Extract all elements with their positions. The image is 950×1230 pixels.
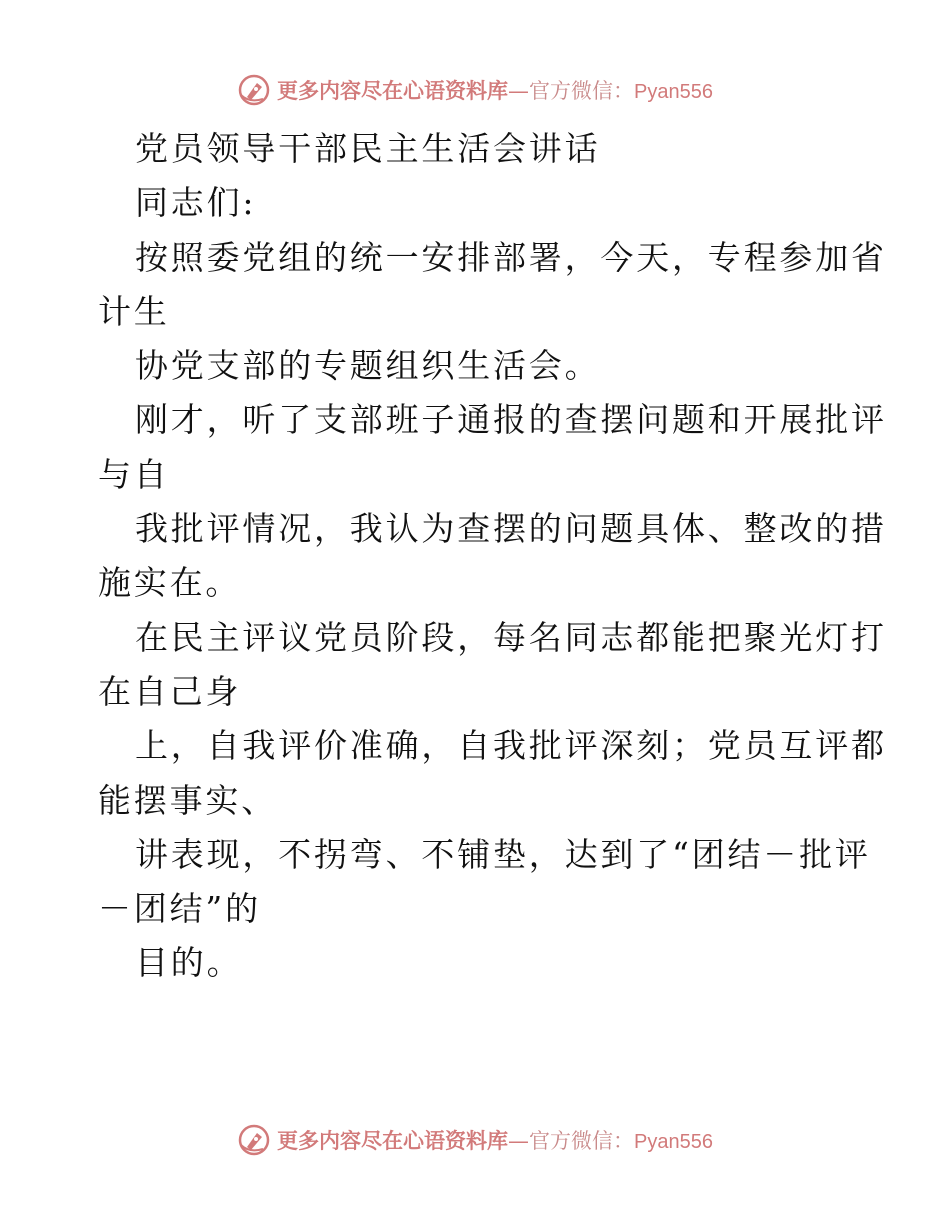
text-line: 与自 — [98, 454, 170, 494]
text-line: 讲表现，不拐弯、不铺垫，达到了“团结－批评 — [135, 834, 871, 874]
pen-nib-logo-icon — [237, 1123, 271, 1157]
text-line: 协党支部的专题组织生活会。 — [135, 346, 601, 386]
header-watermark-text — [277, 75, 713, 105]
footer-dash: — — [508, 1129, 530, 1153]
footer-library-name: 更多内容尽在心语资料库 — [277, 1128, 509, 1153]
footer-wechat-id: Pyan556 — [634, 1131, 713, 1153]
header-wechat-label: 官方微信： — [529, 79, 635, 103]
text-line: 上，自我评价准确，自我批评深刻；党员互评都 — [135, 726, 887, 766]
text-line: 能摆事实、 — [98, 780, 277, 820]
text-line: 在民主评议党员阶段，每名同志都能把聚光灯打 — [135, 617, 887, 657]
footer-watermark-text — [277, 1125, 713, 1155]
footer-wechat-label: 官方微信： — [529, 1129, 635, 1153]
footer-watermark — [0, 1120, 950, 1160]
header-watermark — [0, 70, 950, 110]
text-line: 计生 — [98, 291, 170, 331]
pen-nib-logo-icon — [237, 73, 271, 107]
text-line: 目的。 — [135, 943, 243, 983]
text-line: －团结”的 — [98, 889, 261, 929]
salutation: 同志们: — [135, 183, 257, 223]
header-library-name: 更多内容尽在心语资料库 — [277, 78, 509, 103]
text-line: 刚才，听了支部班子通报的查摆问题和开展批评 — [135, 400, 887, 440]
text-line: 施实在。 — [98, 563, 242, 603]
header-wechat-id: Pyan556 — [634, 81, 713, 103]
text-line: 我批评情况，我认为查摆的问题具体、整改的措 — [135, 509, 887, 549]
document-body — [98, 122, 887, 991]
text-line: 在自己身 — [98, 671, 242, 711]
header-dash: — — [508, 79, 530, 103]
text-line: 按照委党组的统一安排部署，今天，专程参加省 — [135, 237, 887, 277]
document-title: 党员领导干部民主生活会讲话 — [135, 129, 601, 168]
